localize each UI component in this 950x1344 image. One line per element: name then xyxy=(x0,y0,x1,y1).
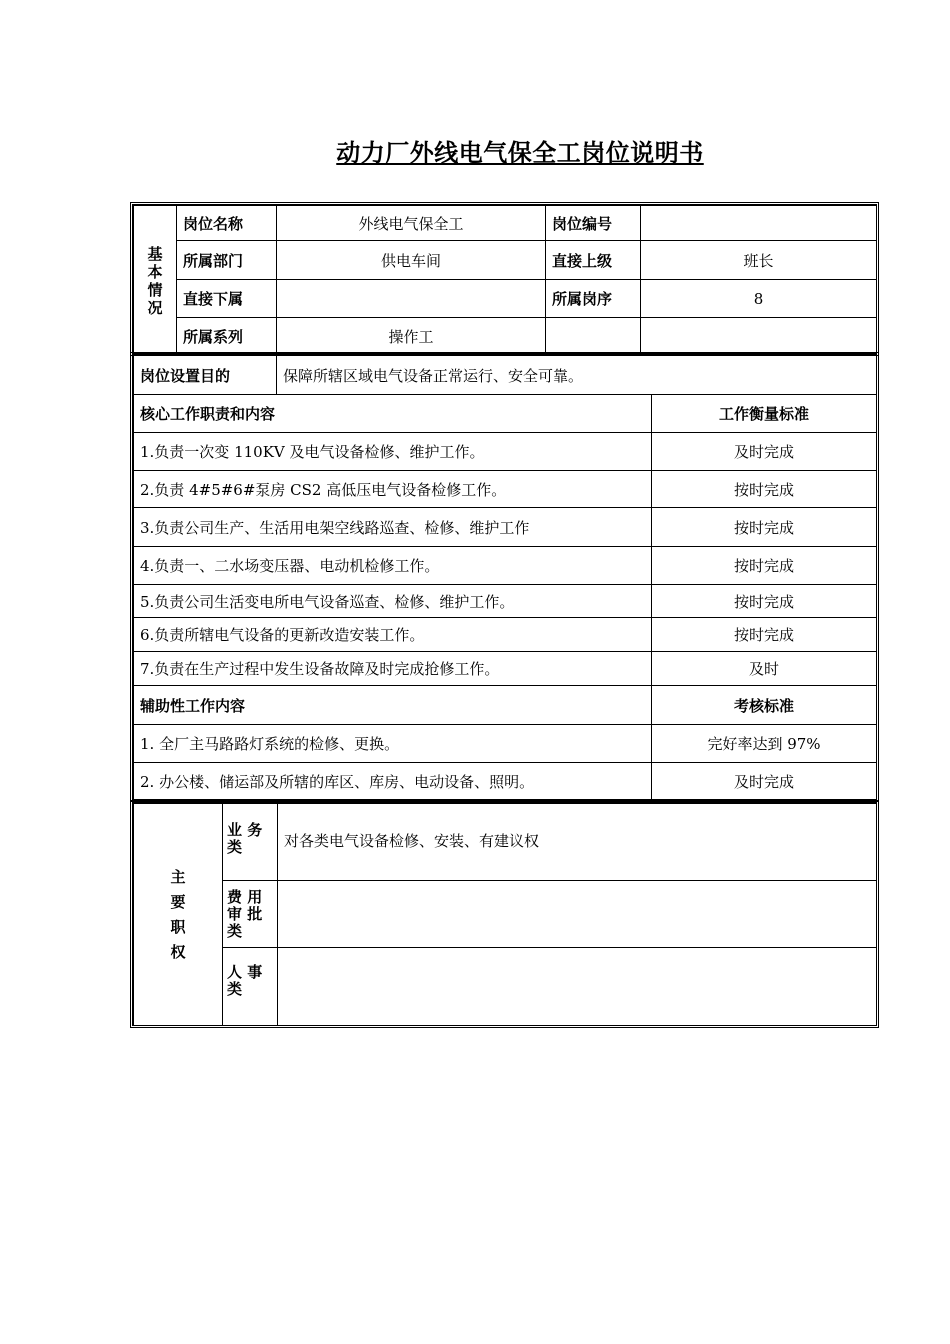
authority-section-char: 职 xyxy=(170,917,186,936)
series-value: 操作工 xyxy=(277,318,546,356)
core-duty-text: 5.负责公司生活变电所电气设备巡查、检修、维护工作。 xyxy=(134,585,652,618)
direct-subordinate-value xyxy=(277,280,546,318)
core-duty-text: 1.负责一次变 110KV 及电气设备检修、维护工作。 xyxy=(134,433,652,471)
category-char: 批 xyxy=(247,904,263,923)
empty-cell xyxy=(641,318,877,356)
basic-section-char: 况 xyxy=(147,298,163,317)
basic-section-char: 情 xyxy=(147,280,163,299)
core-standard-header: 工作衡量标准 xyxy=(652,395,877,433)
position-name-label: 岗位名称 xyxy=(177,206,277,241)
department-value: 供电车间 xyxy=(277,241,546,280)
authority-section-char: 主 xyxy=(170,867,186,886)
series-label: 所属系列 xyxy=(177,318,277,356)
position-name-value: 外线电气保全工 xyxy=(277,206,546,241)
category-char: 类 xyxy=(227,980,243,998)
authority-content: 对各类电气设备检修、安装、有建议权 xyxy=(278,804,877,881)
core-duty-standard: 按时完成 xyxy=(652,508,877,547)
core-duty-text: 2.负责 4#5#6#泵房 CS2 高低压电气设备检修工作。 xyxy=(134,471,652,508)
core-duty-standard: 按时完成 xyxy=(652,471,877,508)
position-rank-label: 所属岗序 xyxy=(546,280,641,318)
authority-category xyxy=(223,948,278,1026)
aux-duty-standard: 及时完成 xyxy=(652,763,877,801)
department-label: 所属部门 xyxy=(177,241,277,280)
core-duty-standard: 及时 xyxy=(652,652,877,686)
core-duty-standard: 按时完成 xyxy=(652,618,877,652)
purpose-value: 保障所辖区域电气设备正常运行、安全可靠。 xyxy=(277,356,877,395)
aux-standard-header: 考核标准 xyxy=(652,686,877,725)
aux-duties-header: 辅助性工作内容 xyxy=(134,686,652,725)
direct-superior-label: 直接上级 xyxy=(546,241,641,280)
page-title: 动力厂外线电气保全工岗位说明书 xyxy=(336,139,704,167)
category-char: 审 xyxy=(227,904,243,923)
basic-info-table xyxy=(133,205,877,356)
direct-superior-value: 班长 xyxy=(641,241,877,280)
category-char: 人 xyxy=(227,963,243,981)
core-duty-text: 3.负责公司生产、生活用电架空线路巡查、检修、维护工作 xyxy=(134,508,652,547)
category-char: 事 xyxy=(247,963,263,981)
category-char: 业 xyxy=(227,821,243,839)
core-duties-header: 核心工作职责和内容 xyxy=(134,395,652,433)
position-code-label: 岗位编号 xyxy=(546,206,641,241)
basic-section-label xyxy=(134,206,177,356)
duties-table xyxy=(133,355,877,801)
purpose-label: 岗位设置目的 xyxy=(134,356,277,395)
core-duty-standard: 及时完成 xyxy=(652,433,877,471)
category-char: 费 xyxy=(227,887,243,906)
category-char: 类 xyxy=(227,921,243,940)
aux-duty-standard: 完好率达到 97% xyxy=(652,725,877,763)
core-duty-text: 4.负责一、二水场变压器、电动机检修工作。 xyxy=(134,547,652,585)
aux-duty-text: 1. 全厂主马路路灯系统的检修、更换。 xyxy=(134,725,652,763)
authority-section-label xyxy=(134,804,223,1026)
authority-content xyxy=(278,881,877,948)
empty-cell xyxy=(546,318,641,356)
authority-content xyxy=(278,948,877,1026)
core-duty-standard: 按时完成 xyxy=(652,585,877,618)
core-duty-standard: 按时完成 xyxy=(652,547,877,585)
aux-duty-text: 2. 办公楼、储运部及所辖的库区、库房、电动设备、照明。 xyxy=(134,763,652,801)
authority-table xyxy=(133,803,877,1026)
core-duty-text: 7.负责在生产过程中发生设备故障及时完成抢修工作。 xyxy=(134,652,652,686)
position-rank-value: 8 xyxy=(641,280,877,318)
authority-category xyxy=(223,804,278,881)
core-duty-text: 6.负责所辖电气设备的更新改造安装工作。 xyxy=(134,618,652,652)
authority-section-char: 权 xyxy=(170,942,186,961)
basic-section-char: 基 xyxy=(147,244,163,263)
authority-category xyxy=(223,881,278,948)
category-char: 务 xyxy=(247,821,263,839)
category-char: 用 xyxy=(247,887,263,906)
position-code-value xyxy=(641,206,877,241)
direct-subordinate-label: 直接下属 xyxy=(177,280,277,318)
basic-section-char: 本 xyxy=(147,262,163,281)
category-char: 类 xyxy=(227,838,243,856)
authority-section-char: 要 xyxy=(170,892,186,911)
